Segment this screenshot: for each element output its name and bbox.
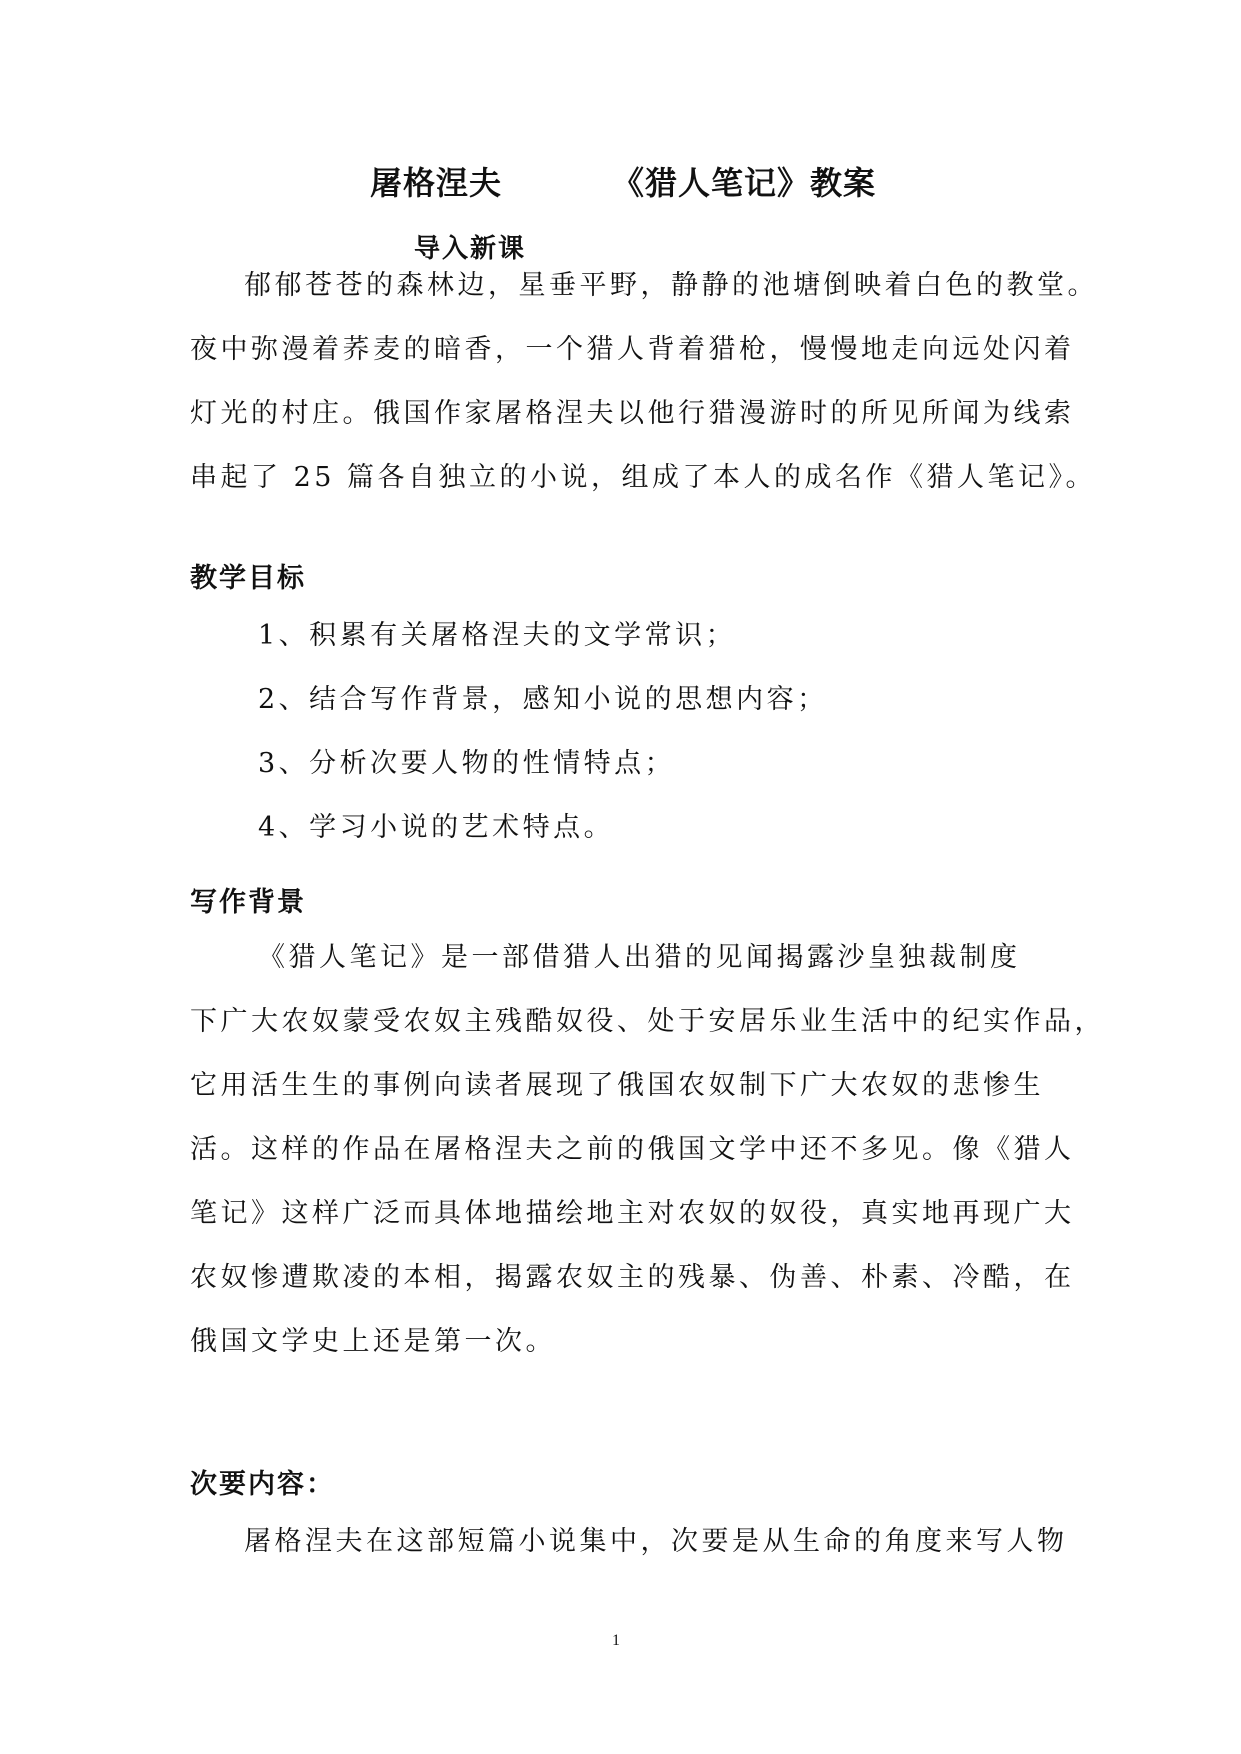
heading-main-content: 次要内容： bbox=[190, 1469, 335, 1500]
background-line: 俄国文学史上还是第一次。 bbox=[190, 1326, 556, 1357]
goal-item: 3、分析次要人物的性情特点； bbox=[258, 748, 676, 779]
goal-item: 2、结合写作背景，感知小说的思想内容； bbox=[258, 684, 828, 715]
content-line: 屠格涅夫在这部短篇小说集中，次要是从生命的角度来写人物 bbox=[244, 1526, 1068, 1557]
section-subtitle-intro: 导入新课 bbox=[414, 234, 527, 264]
heading-writing-background: 写作背景 bbox=[190, 887, 306, 918]
intro-paragraph bbox=[190, 254, 1098, 510]
title-work: 《猎人笔记》教案 bbox=[612, 164, 877, 202]
background-line: 活。这样的作品在屠格涅夫之前的俄国文学中还不多见。像《猎人 bbox=[190, 1134, 1075, 1165]
intro-line: 串起了 25 篇各自独立的小说，组成了本人的成名作《猎人笔记》。 bbox=[190, 462, 1097, 493]
document-title bbox=[370, 158, 876, 204]
intro-line: 灯光的村庄。俄国作家屠格涅夫以他行猎漫游时的所见所闻为线索 bbox=[190, 398, 1075, 429]
heading-teaching-goals: 教学目标 bbox=[190, 563, 306, 594]
goals-list bbox=[258, 604, 828, 860]
background-line: 下广大农奴蒙受农奴主残酷奴役、处于安居乐业生活中的纪实作品， bbox=[190, 1006, 1105, 1037]
intro-line: 夜中弥漫着荞麦的暗香，一个猎人背着猎枪，慢慢地走向远处闪着 bbox=[190, 334, 1075, 365]
goal-item: 4、学习小说的艺术特点。 bbox=[258, 812, 615, 843]
page-number: 1 bbox=[612, 1632, 620, 1649]
background-line: 它用活生生的事例向读者展现了俄国农奴制下广大农奴的悲惨生 bbox=[190, 1070, 1044, 1101]
background-line: 笔记》这样广泛而具体地描绘地主对农奴的奴役，真实地再现广大 bbox=[190, 1198, 1075, 1229]
goal-item: 1、积累有关屠格涅夫的文学常识； bbox=[258, 620, 737, 651]
intro-line: 郁郁苍苍的森林边，星垂平野，静静的池塘倒映着白色的教堂。 bbox=[244, 270, 1098, 301]
content-paragraph bbox=[190, 1510, 1070, 1574]
title-author: 屠格涅夫 bbox=[370, 164, 503, 202]
background-line: 《猎人笔记》是一部借猎人出猎的见闻揭露沙皇独裁制度 bbox=[258, 942, 1021, 973]
background-paragraph bbox=[190, 926, 1105, 1374]
background-line: 农奴惨遭欺凌的本相，揭露农奴主的残暴、伪善、朴素、冷酷，在 bbox=[190, 1262, 1075, 1293]
